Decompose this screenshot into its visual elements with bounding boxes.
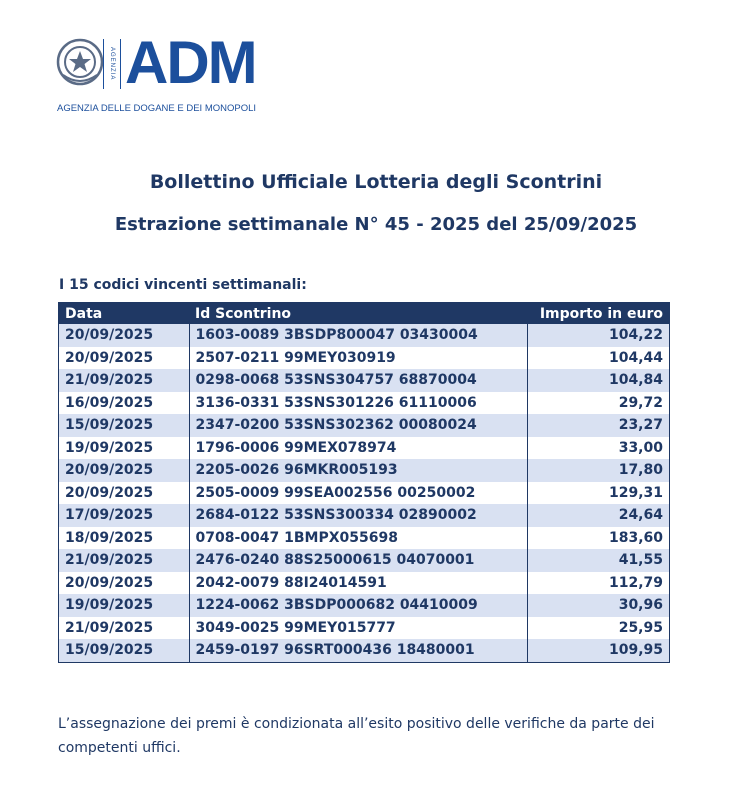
cell-date: 21/09/2025 — [59, 549, 190, 572]
column-header-receipt-id: Id Scontrino — [189, 303, 527, 325]
cell-amount: 41,55 — [527, 549, 670, 572]
cell-amount: 33,00 — [527, 437, 670, 460]
table-row — [59, 482, 670, 505]
cell-amount: 104,44 — [527, 347, 670, 370]
cell-amount: 23,27 — [527, 414, 670, 437]
cell-date: 16/09/2025 — [59, 392, 190, 415]
cell-receipt-id: 2507-0211 99MEY030919 — [189, 347, 527, 370]
table-row — [59, 437, 670, 460]
cell-date: 15/09/2025 — [59, 639, 190, 662]
cell-date: 19/09/2025 — [59, 594, 190, 617]
page-subtitle: Estrazione settimanale N° 45 - 2025 del 25/09/2025 — [114, 214, 638, 235]
cell-amount: 104,22 — [527, 324, 670, 347]
table-row — [59, 347, 670, 370]
agency-name: AGENZIA DELLE DOGANE E DEI MONOPOLI — [57, 103, 257, 114]
cell-date: 19/09/2025 — [59, 437, 190, 460]
cell-date: 21/09/2025 — [59, 369, 190, 392]
cell-amount: 17,80 — [527, 459, 670, 482]
cell-amount: 109,95 — [527, 639, 670, 662]
cell-receipt-id: 1224-0062 3BSDP000682 04410009 — [189, 594, 527, 617]
cell-date: 15/09/2025 — [59, 414, 190, 437]
cell-receipt-id: 3136-0331 53SNS301226 61110006 — [189, 392, 527, 415]
disclaimer-text: L’assegnazione dei premi è condizionata all’esito positivo delle verifiche da parte dei competenti uffici. — [58, 716, 655, 756]
table-row — [59, 504, 670, 527]
cell-date: 20/09/2025 — [59, 459, 190, 482]
table-row — [59, 617, 670, 640]
cell-amount: 24,64 — [527, 504, 670, 527]
cell-date: 21/09/2025 — [59, 617, 190, 640]
table-row — [59, 324, 670, 347]
table-row — [59, 369, 670, 392]
cell-receipt-id: 2347-0200 53SNS302362 00080024 — [189, 414, 527, 437]
adm-logo — [55, 29, 295, 120]
column-header-date: Data — [59, 303, 190, 325]
cell-date: 20/09/2025 — [59, 572, 190, 595]
cell-amount: 29,72 — [527, 392, 670, 415]
cell-receipt-id: 2476-0240 88S25000615 04070001 — [189, 549, 527, 572]
cell-date: 20/09/2025 — [59, 324, 190, 347]
table-row — [59, 549, 670, 572]
winning-codes-table — [58, 302, 670, 663]
table-row — [59, 639, 670, 662]
cell-date: 20/09/2025 — [59, 347, 190, 370]
table-row — [59, 572, 670, 595]
winning-codes-heading: I 15 codici vincenti settimanali: — [59, 277, 307, 293]
cell-receipt-id: 2459-0197 96SRT000436 18480001 — [189, 639, 527, 662]
table-row — [59, 414, 670, 437]
table-header-row — [59, 303, 670, 325]
cell-receipt-id: 2505-0009 99SEA002556 00250002 — [189, 482, 527, 505]
cell-receipt-id: 1796-0006 99MEX078974 — [189, 437, 527, 460]
cell-receipt-id: 0708-0047 1BMPX055698 — [189, 527, 527, 550]
agenzia-vertical-label: AGENZIA — [103, 39, 121, 89]
cell-amount: 112,79 — [527, 572, 670, 595]
column-header-amount: Importo in euro — [527, 303, 670, 325]
page-title: Bollettino Ufficiale Lotteria degli Scontrini — [149, 171, 603, 193]
cell-amount: 25,95 — [527, 617, 670, 640]
cell-receipt-id: 2684-0122 53SNS300334 02890002 — [189, 504, 527, 527]
italian-republic-emblem-icon — [55, 37, 105, 87]
table-row — [59, 594, 670, 617]
cell-date: 17/09/2025 — [59, 504, 190, 527]
cell-receipt-id: 0298-0068 53SNS304757 68870004 — [189, 369, 527, 392]
cell-receipt-id: 3049-0025 99MEY015777 — [189, 617, 527, 640]
cell-receipt-id: 2205-0026 96MKR005193 — [189, 459, 527, 482]
table-row — [59, 459, 670, 482]
cell-amount: 183,60 — [527, 527, 670, 550]
cell-receipt-id: 2042-0079 88I24014591 — [189, 572, 527, 595]
cell-date: 18/09/2025 — [59, 527, 190, 550]
cell-date: 20/09/2025 — [59, 482, 190, 505]
table-row — [59, 392, 670, 415]
cell-receipt-id: 1603-0089 3BSDP800047 03430004 — [189, 324, 527, 347]
table-row — [59, 527, 670, 550]
adm-wordmark: ADM — [125, 29, 256, 96]
cell-amount: 104,84 — [527, 369, 670, 392]
cell-amount: 30,96 — [527, 594, 670, 617]
cell-amount: 129,31 — [527, 482, 670, 505]
